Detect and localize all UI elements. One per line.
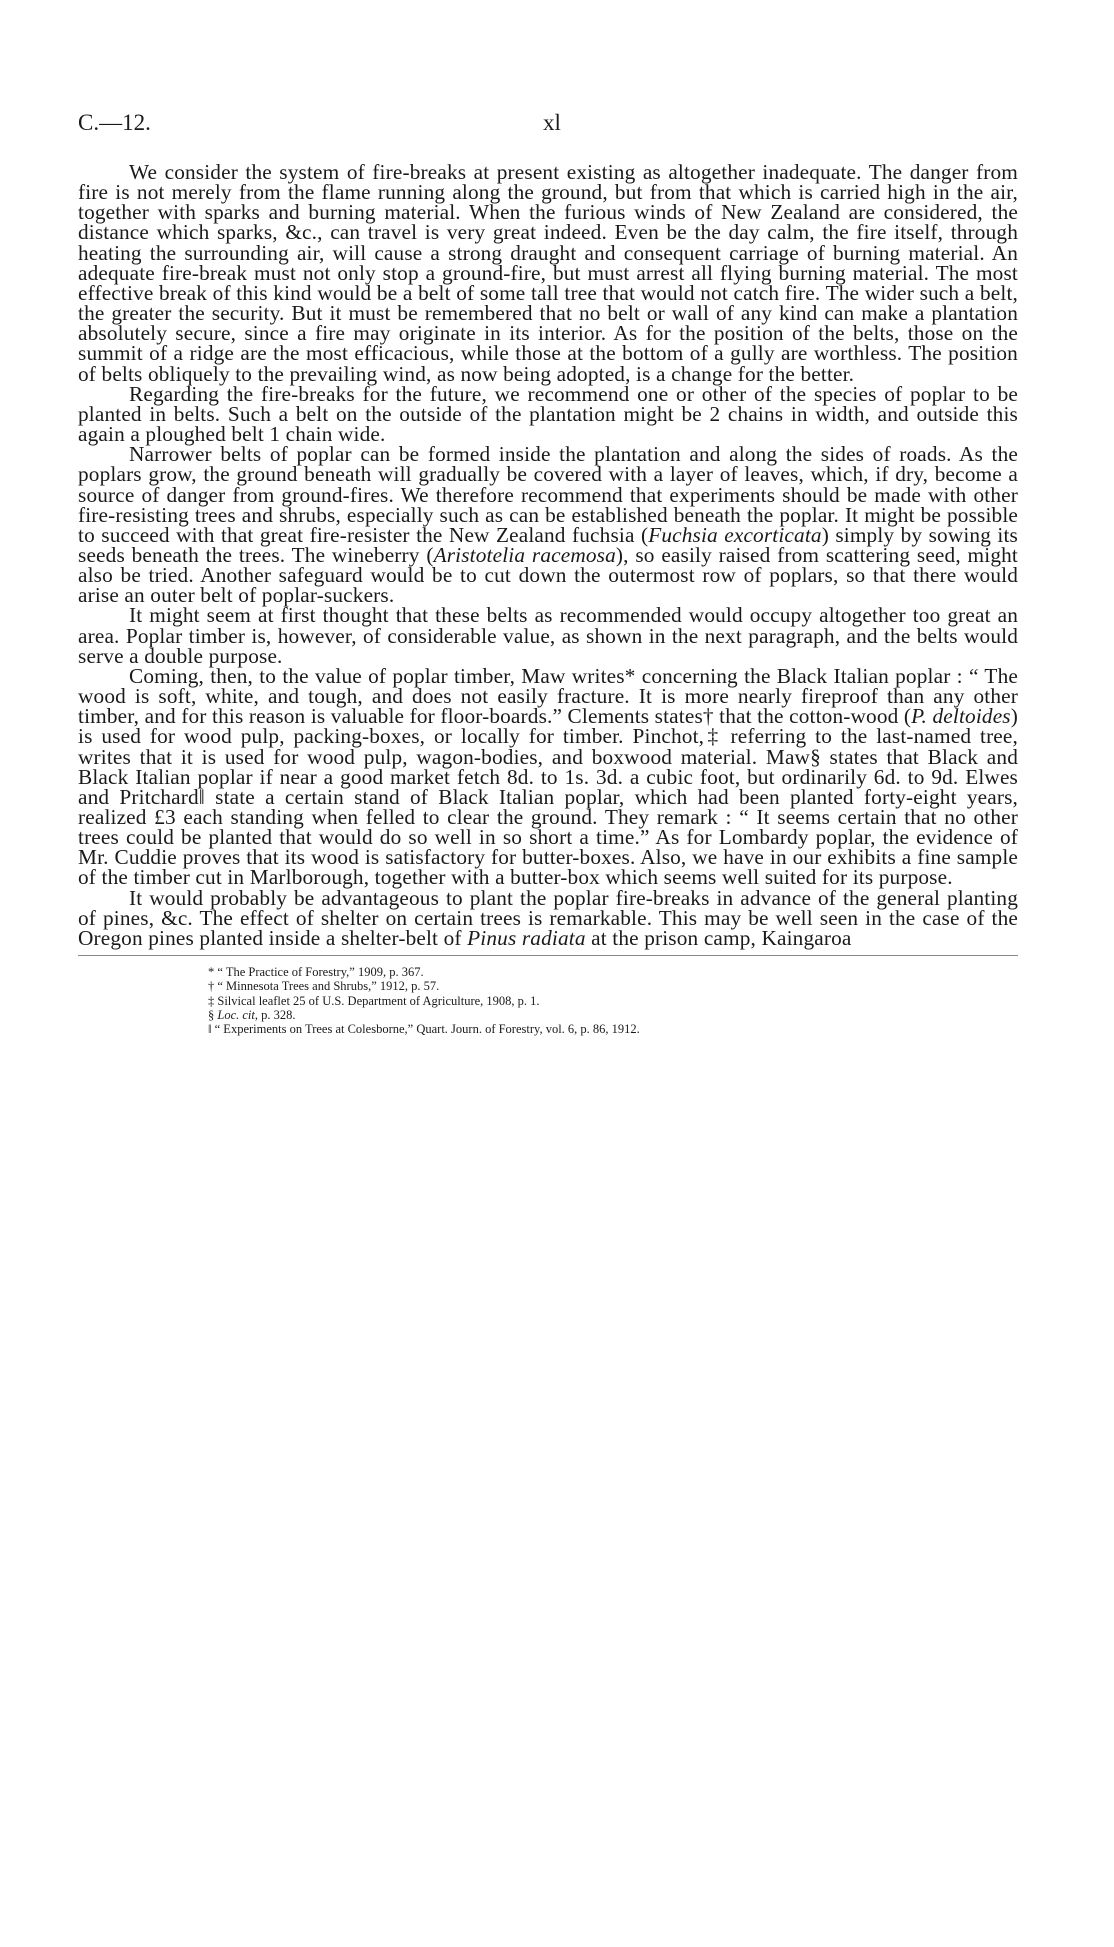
text-run: ), so easily raised from scattering seed, might also be tried. Another safeguard would be to cut down the outermost row of poplars, so that there would arise an outer belt of poplar-suckers. — [78, 542, 1018, 608]
text-run: † “ Minnesota Trees and Shrubs,” 1912, p. 57. — [208, 979, 440, 994]
species-name: P. deltoides — [911, 704, 1011, 729]
footnote — [208, 1008, 968, 1022]
footnote — [208, 994, 968, 1008]
paragraph — [78, 162, 1018, 384]
text-run: Coming, then, to the value of poplar timber, Maw writes* concerning the Black Italian poplar : “ The wood is soft, white, and tough, and does not easily fracture. It is more nearly fireproof than any other timber, and for this reason is valuable for floor-boards.” Clements states† that the cotton-wood ( — [78, 663, 1018, 729]
footnote-divider — [78, 955, 1018, 956]
text-run: at the prison camp, Kaingaroa — [585, 925, 852, 950]
text-run: * “ The Practice of Forestry,” 1909, p. 367. — [208, 965, 424, 980]
paragraph — [78, 885, 1018, 950]
footnote — [208, 979, 968, 993]
paragraph — [78, 603, 1018, 668]
text-run: , p. 328. — [254, 1007, 296, 1022]
text-run: We consider the system of fire-breaks at present existing as altogether inadequate. The danger from fire is not merely from the flame running along the ground, but from that which is carried high in the air, together with sparks and burning material. When the furious winds of New Zealand are considered, the distance which sparks, &c., can travel is very great indeed. Even be the day calm, the fire itself, through heating the surrounding air, will cause a strong draught and consequent carriage of burning material. An adequate fire-break must not only stop a ground-fire, but must arrest all flying burning material. The most effective break of this kind would be a belt of some tall tree that would not catch fire. The wider such a belt, the greater the security. But it must be remembered that no belt or wall of any kind can make a plantation absolutely secure, since a fire may originate in its interior. As for the position of the belts, those on the summit of a ridge are the most efficacious, while those at the bottom of a gully are worthless. The position of belts obliquely to the prevailing wind, as now being adopted, is a change for the better. — [78, 160, 1018, 386]
footnote — [208, 965, 968, 979]
text-run: It might seem at first thought that these belts as recommended would occupy altogether too great an area. Poplar timber is, however, of considerable value, as shown in the next paragraph, and the belts would serve a double purpose. — [78, 603, 1018, 668]
text-run: It would probably be advantageous to plant the poplar fire-breaks in advance of the general planting of pines, &c. The effect of shelter on certain trees is remarkable. This may be well seen in the case of the Oregon pines planted inside a shelter-belt of — [78, 885, 1018, 950]
document-reference: C.—12. — [78, 110, 151, 135]
footnotes — [208, 965, 968, 1036]
text-run: ) simply by sowing its seeds beneath the trees. The wineberry ( — [78, 522, 1018, 567]
paragraph — [78, 442, 1018, 608]
species-name: Fuchsia excorticata — [648, 522, 822, 547]
species-name: Aristotelia racemosa — [433, 542, 616, 567]
footnote — [208, 1022, 968, 1036]
text-run: ) is used for wood pulp, packing-boxes, or locally for timber. Pinchot,‡ referring to the last-named tree, writes that it is used for wood pulp, wagon-bodies, and boxwood material. Maw§ states that Black and Black Italian poplar if near a good market fetch 8d. to 1s. 3d. a cubic foot, but ordinarily 6d. to 9d. Elwes and Pritchard‖ state a certain stand of Black Italian poplar, which had been planted forty-eight years, realized £3 each standing when felled to clear the ground. They remark : “ It seems certain that no other trees could be planted that would do so well in so short a time.” As for Lombardy poplar, the evidence of Mr. Cuddie proves that its wood is satisfactory for butter-boxes. Also, we have in our exhibits a fine sample of the timber cut in Marlborough, together with a butter-box which seems well suited for its purpose. — [78, 704, 1018, 890]
paragraph — [78, 663, 1018, 890]
paragraph — [78, 381, 1018, 447]
text-run: Regarding the fire-breaks for the future, we recommend one or other of the species of poplar to be planted in belts. Such a belt on the outside of the plantation might be 2 chains in width, and outside this again a ploughed belt 1 chain wide. — [78, 381, 1018, 447]
page-number: xl — [543, 110, 561, 135]
text-run: Narrower belts of poplar can be formed inside the plantation and along the sides of roads. As the poplars grow, the ground beneath will gradually be covered with a layer of leaves, which, if dry, become a source of danger from ground-fires. We therefore recommend that experiments should be made with other fire-resisting trees and shrubs, especially such as can be established beneath the poplar. It might be possible to succeed with that great fire-resister the New Zealand fuchsia ( — [78, 442, 1018, 547]
species-name: Pinus radiata — [467, 925, 586, 950]
document-page — [78, 110, 1018, 1037]
citation-abbreviation: Loc. cit — [217, 1007, 255, 1022]
text-run: ‡ Silvical leaflet 25 of U.S. Department of Agriculture, 1908, p. 1. — [208, 993, 540, 1008]
page-header — [78, 110, 1018, 150]
text-run: § — [208, 1007, 218, 1022]
body-text — [78, 162, 1018, 948]
text-run: ‖ “ Experiments on Trees at Colesborne,” Quart. Journ. of Forestry, vol. 6, p. 86, 1912. — [208, 1022, 640, 1037]
